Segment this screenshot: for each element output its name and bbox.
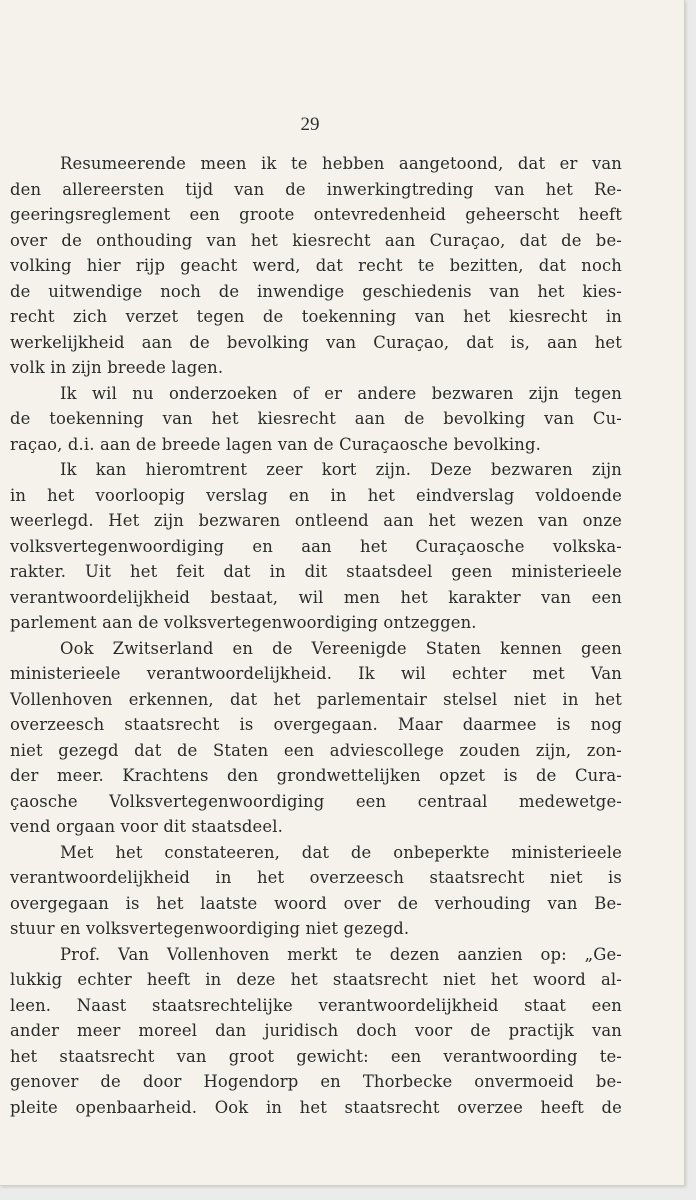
text-line: de uitwendige noch de inwendige geschiedenis van het kies- <box>10 281 622 301</box>
text-line: stuur en volksvertegenwoordiging niet gezegd. <box>10 919 410 938</box>
text-line: de toekenning van het kiesrecht aan de bevolking van Cu- <box>10 409 622 428</box>
text-line: lukkig echter heeft in deze het staatsrecht niet het woord al- <box>10 970 622 989</box>
text-line: werkelijkheid aan de bevolking van Curaçao, dat is, aan het <box>10 332 622 352</box>
text-line: çaosche Volksvertegenwoordiging een centraal medewetge- <box>10 791 622 811</box>
text-line: weerlegd. Het zijn bezwaren ontleend aan het wezen van onze <box>10 511 622 530</box>
text-line: Ik wil nu onderzoeken of er andere bezwaren zijn tegen <box>60 383 622 403</box>
text-line: genover de door Hogendorp en Thorbecke onvermoeid be- <box>10 1072 622 1091</box>
body-text <box>10 151 622 1120</box>
text-line: Ik kan hieromtrent zeer kort zijn. Deze bezwaren zijn <box>60 460 622 479</box>
text-line: volking hier rijp geacht werd, dat recht te bezitten, dat noch <box>10 256 622 275</box>
text-line: vend orgaan voor dit staatsdeel. <box>10 817 283 836</box>
text-line: Prof. Van Vollenhoven merkt te dezen aanzien op: „Ge- <box>60 944 622 964</box>
text-line: ander meer moreel dan juridisch doch voor de practijk van <box>10 1021 622 1040</box>
text-line: het staatsrecht van groot gewicht: een verantwoording te- <box>10 1046 622 1066</box>
text-line: den allereersten tijd van de inwerkingtreding van het Re- <box>10 179 622 199</box>
text-line: raçao, d.i. aan de breede lagen van de Curaçaosche bevolking. <box>10 434 541 454</box>
text-line: geeringsreglement een groote ontevredenheid geheerscht heeft <box>10 205 622 224</box>
text-line: overzeesch staatsrecht is overgegaan. Maar daarmee is nog <box>10 715 622 734</box>
text-line: over de onthouding van het kiesrecht aan Curaçao, dat de be- <box>10 230 622 250</box>
text-line: Ook Zwitserland en de Vereenigde Staten kennen geen <box>60 638 622 658</box>
text-line: rakter. Uit het feit dat in dit staatsdeel geen ministerieele <box>10 562 622 581</box>
text-line: volk in zijn breede lagen. <box>10 358 224 377</box>
text-line: volksvertegenwoordiging en aan het Curaçaosche volkska- <box>10 536 622 556</box>
text-line: Vollenhoven erkennen, dat het parlementair stelsel niet in het <box>10 689 622 709</box>
text-line: overgegaan is het laatste woord over de verhouding van Be- <box>10 893 622 913</box>
text-line: leen. Naast staatsrechtelijke verantwoordelijkheid staat een <box>10 995 622 1015</box>
text-line: recht zich verzet tegen de toekenning van het kiesrecht in <box>10 307 622 326</box>
text-line: pleite openbaarheid. Ook in het staatsrecht overzee heeft de <box>10 1097 622 1117</box>
text-line: parlement aan de volksvertegenwoordiging ontzeggen. <box>10 613 477 632</box>
page-number: 29 <box>300 114 320 135</box>
text-line: niet gezegd dat de Staten een adviescollege zouden zijn, zon- <box>10 740 622 760</box>
text-line: Met het constateeren, dat de onbeperkte ministerieele <box>60 842 622 862</box>
text-line: ministerieele verantwoordelijkheid. Ik wil echter met Van <box>10 664 622 683</box>
text-line: Resumeerende meen ik te hebben aangetoond, dat er van <box>60 154 622 173</box>
text-line: in het voorloopig verslag en in het eindverslag voldoende <box>10 485 622 505</box>
text-line: verantwoordelijkheid in het overzeesch staatsrecht niet is <box>10 868 622 887</box>
text-line: der meer. Krachtens den grondwettelijken opzet is de Cura- <box>10 766 622 785</box>
text-line: verantwoordelijkheid bestaat, wil men het karakter van een <box>10 587 622 607</box>
